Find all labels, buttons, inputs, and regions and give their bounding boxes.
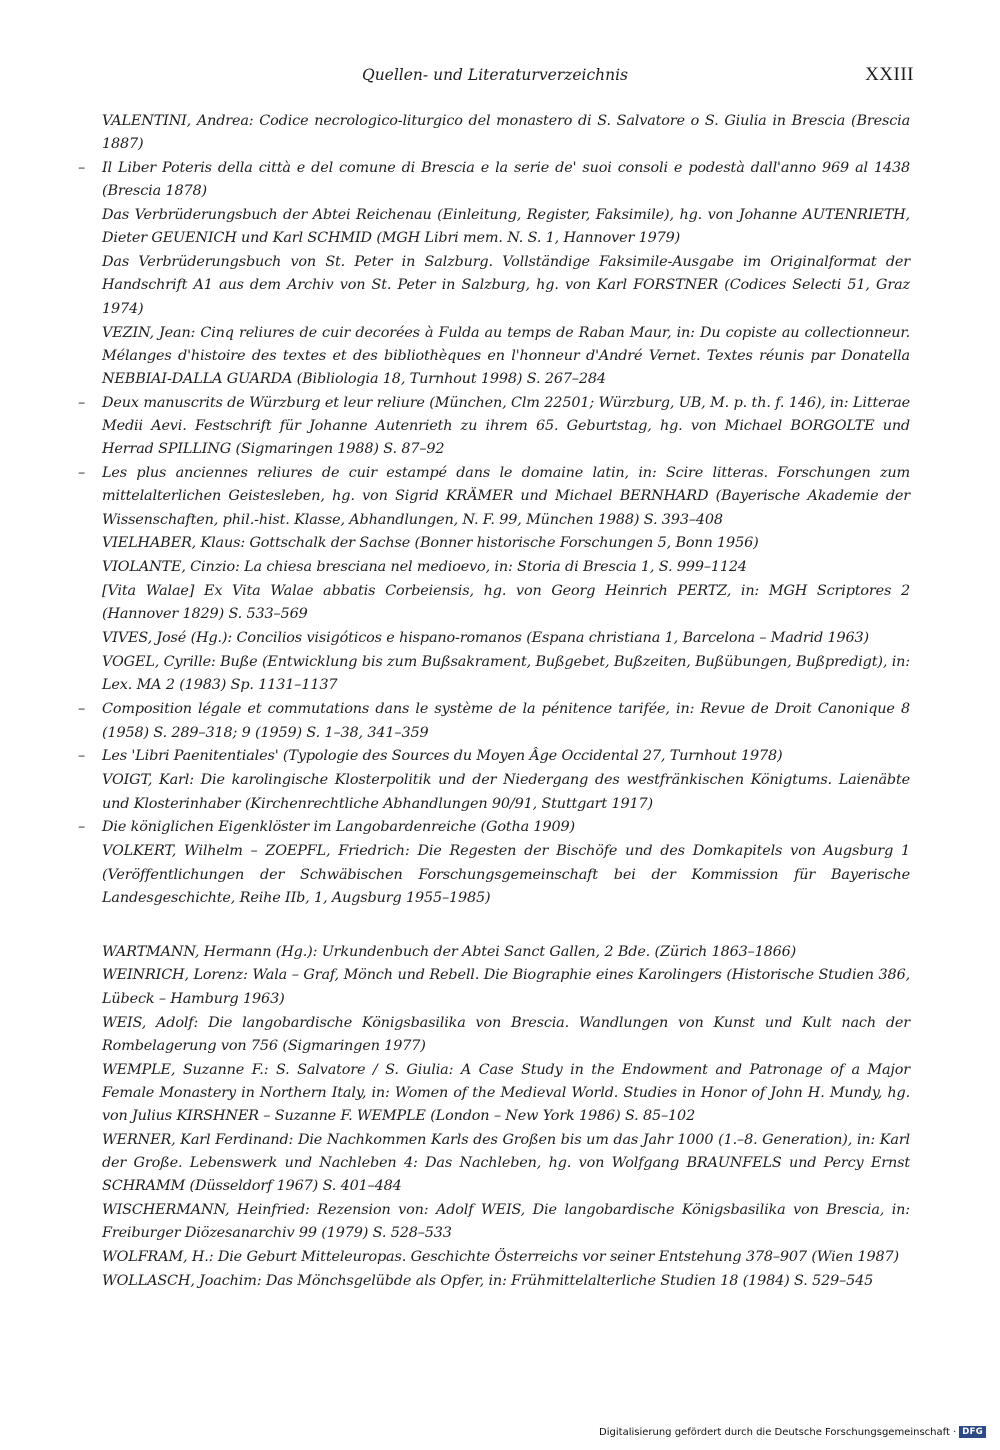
bibliography-entry — [78, 840, 910, 910]
bibliography-entry — [78, 1129, 910, 1199]
entry-text: WISCHERMANN, Heinfried: Rezension von: Adolf WEIS, Die langobardische Königsbasilika von Brescia, in: Freiburger Diözesanarchiv 99 (1979) S. 528–533 — [102, 1202, 910, 1242]
entry-text: VIVES, José (Hg.): Concilios visigóticos e hispano-romanos (Espana christiana 1, Barcelona – Madrid 1963) — [102, 630, 870, 647]
page-header — [76, 60, 914, 92]
bibliography-entry — [78, 627, 910, 650]
bibliography-entry — [78, 157, 910, 203]
bibliography-entry — [78, 964, 910, 1010]
entry-text: VOGEL, Cyrille: Buße (Entwicklung bis zum Bußsakrament, Bußgebet, Bußzeiten, Bußübungen, Bußpredigt), in: Lex. MA 2 (1983) Sp. 1131–1137 — [102, 654, 910, 694]
bibliography-entry — [78, 392, 910, 462]
bibliography-entry — [78, 698, 910, 744]
bibliography-entry — [78, 769, 910, 815]
entry-text: Das Verbrüderungsbuch von St. Peter in Salzburg. Vollständige Faksimile-Ausgabe im Originalformat der Handschrift A1 aus dem Archiv von St. Peter in Salzburg, hg. von Karl FORSTNER (Codices Selecti 51, Graz 1974) — [102, 254, 910, 317]
bibliography-entry — [78, 651, 910, 697]
entry-marker: – — [78, 748, 86, 765]
entry-text: Deux manuscrits de Würzburg et leur reliure (München, Clm 22501; Würzburg, UB, M. p. th. f. 146), in: Litterae Medii Aevi. Festschrift für Johanne Autenrieth zu ihrem 65. Geburtstag, hg. von Michael BORGOLTE und Herrad SPILLING (Sigmaringen 1988) S. 87–92 — [102, 394, 910, 458]
bibliography-entry — [78, 1059, 910, 1129]
bibliography-list — [78, 110, 910, 1294]
entry-text: Les plus anciennes reliures de cuir estampé dans le domaine latin, in: Scire litteras. Forschungen zum mittelalterlichen Geistesleben, hg. von Sigrid KRÄMER und Michael BERNHARD (Bayerische Akademie der Wissenschaften, phil.-hist. Klasse, Abhandlungen, N. F. 99, München 1988) S. 393–408 — [102, 465, 910, 528]
running-title: Quellen- und Literaturverzeichnis — [361, 66, 629, 84]
bibliography-entry — [78, 816, 910, 839]
entry-text: VOLKERT, Wilhelm – ZOEPFL, Friedrich: Die Regesten der Bischöfe und des Domkapitels von Augsburg 1 (Veröffentlichungen der Schwäbischen Forschungsgemeinschaft bei der Kommission für Bayerische Landesgeschichte, Reihe IIb, 1, Augsburg 1955–1985) — [102, 843, 910, 906]
entry-text: VIELHABER, Klaus: Gottschalk der Sachse (Bonner historische Forschungen 5, Bonn 1956) — [102, 535, 759, 552]
bibliography-entry — [78, 462, 910, 532]
dfg-logo: DFG — [959, 1426, 986, 1438]
entry-marker: – — [78, 160, 86, 177]
entry-text: WOLFRAM, H.: Die Geburt Mitteleuropas. Geschichte Österreichs vor seiner Entstehung 378–907 (Wien 1987) — [102, 1249, 900, 1266]
bibliography-entry — [78, 580, 910, 626]
bibliography-entry — [78, 1199, 910, 1245]
bibliography-entry — [78, 1270, 910, 1293]
bibliography-entry — [78, 110, 910, 156]
entry-text: WOLLASCH, Joachim: Das Mönchsgelübde als Opfer, in: Frühmittelalterliche Studien 18 (1984) S. 529–545 — [102, 1273, 874, 1290]
bibliography-group-w — [78, 941, 910, 1294]
entry-text: [Vita Walae] Ex Vita Walae abbatis Corbeiensis, hg. von Georg Heinrich PERTZ, in: MGH Scriptores 2 (Hannover 1829) S. 533–569 — [102, 583, 910, 623]
entry-text: VOIGT, Karl: Die karolingische Klosterpolitik und der Niedergang des westfränkischen Königtums. Laienäbte und Klosterinhaber (Kirchenrechtliche Abhandlungen 90/91, Stuttgart 1917) — [102, 772, 910, 812]
entry-text: WEINRICH, Lorenz: Wala – Graf, Mönch und Rebell. Die Biographie eines Karolingers (Historische Studien 386, Lübeck – Hamburg 1963) — [102, 967, 910, 1007]
entry-marker: – — [78, 819, 86, 836]
entry-text: VIOLANTE, Cinzio: La chiesa bresciana nel medioevo, in: Storia di Brescia 1, S. 999–1124 — [102, 559, 747, 576]
entry-marker: – — [78, 465, 86, 482]
bibliography-entry — [78, 322, 910, 392]
bibliography-entry — [78, 1246, 910, 1269]
bibliography-entry — [78, 941, 910, 964]
entry-text: WERNER, Karl Ferdinand: Die Nachkommen Karls des Großen bis um das Jahr 1000 (1.–8. Generation), in: Karl der Große. Lebenswerk und Nachleben 4: Das Nachleben, hg. von Wolfgang BRAUNFELS und Percy Ernst SCHRAMM (Düsseldorf 1967) S. 401–484 — [102, 1131, 910, 1195]
bibliography-entry — [78, 745, 910, 768]
entry-text: VALENTINI, Andrea: Codice necrologico-liturgico del monastero di S. Salvatore o S. Giulia in Brescia (Brescia 1887) — [102, 113, 910, 153]
bibliography-entry — [78, 251, 910, 321]
bibliography-entry — [78, 532, 910, 555]
page-number: XXIII — [865, 64, 914, 85]
entry-text: VEZIN, Jean: Cinq reliures de cuir decorées à Fulda au temps de Raban Maur, in: Du copiste au collectionneur. Mélanges d'histoire des textes et des bibliothèques en l'honneur d'André Vernet. Textes réunis par Donatella NEBBIAI-DALLA GUARDA (Bibliologia 18, Turnhout 1998) S. 267–284 — [102, 324, 910, 387]
entry-text: WEIS, Adolf: Die langobardische Königsbasilika von Brescia. Wandlungen von Kunst und Kult nach der Rombelagerung von 756 (Sigmaringen 1977) — [102, 1014, 910, 1054]
entry-text: Die königlichen Eigenklöster im Langobardenreiche (Gotha 1909) — [102, 819, 575, 836]
entry-text: Il Liber Poteris della città e del comune di Brescia e la serie de' suoi consoli e podestà dall'anno 969 al 1438 (Brescia 1878) — [102, 160, 910, 200]
credit-text: Digitalisierung gefördert durch die Deutsche Forschungsgemeinschaft · — [599, 1426, 957, 1438]
entry-text: WEMPLE, Suzanne F.: S. Salvatore / S. Giulia: A Case Study in the Endowment and Patronage of a Major Female Monastery in Northern Italy, in: Women of the Medieval World. Studies in Honor of John H. Mundy, hg. von Julius KIRSHNER – Suzanne F. WEMPLE (London – New York 1986) S. 85–102 — [102, 1061, 910, 1125]
bibliography-entry — [78, 556, 910, 579]
entry-marker: – — [78, 701, 86, 718]
bibliography-entry — [78, 204, 910, 250]
bibliography-entry — [78, 1012, 910, 1058]
entry-text: WARTMANN, Hermann (Hg.): Urkundenbuch der Abtei Sanct Gallen, 2 Bde. (Zürich 1863–1866) — [102, 943, 797, 960]
entry-text: Les 'Libri Paenitentiales' (Typologie des Sources du Moyen Âge Occidental 27, Turnhout 1978) — [102, 748, 783, 765]
entry-text: Das Verbrüderungsbuch der Abtei Reichenau (Einleitung, Register, Faksimile), hg. von Johanne AUTENRIETH, Dieter GEUENICH und Karl SCHMID (MGH Libri mem. N. S. 1, Hannover 1979) — [102, 207, 910, 247]
bibliography-group-v — [78, 110, 910, 910]
entry-marker: – — [78, 394, 86, 411]
digitization-credit — [599, 1426, 986, 1438]
entry-text: Composition légale et commutations dans le système de la pénitence tarifée, in: Revue de Droit Canonique 8 (1958) S. 289–318; 9 (1959) S. 1–38, 341–359 — [102, 701, 910, 741]
group-separator — [78, 911, 910, 941]
